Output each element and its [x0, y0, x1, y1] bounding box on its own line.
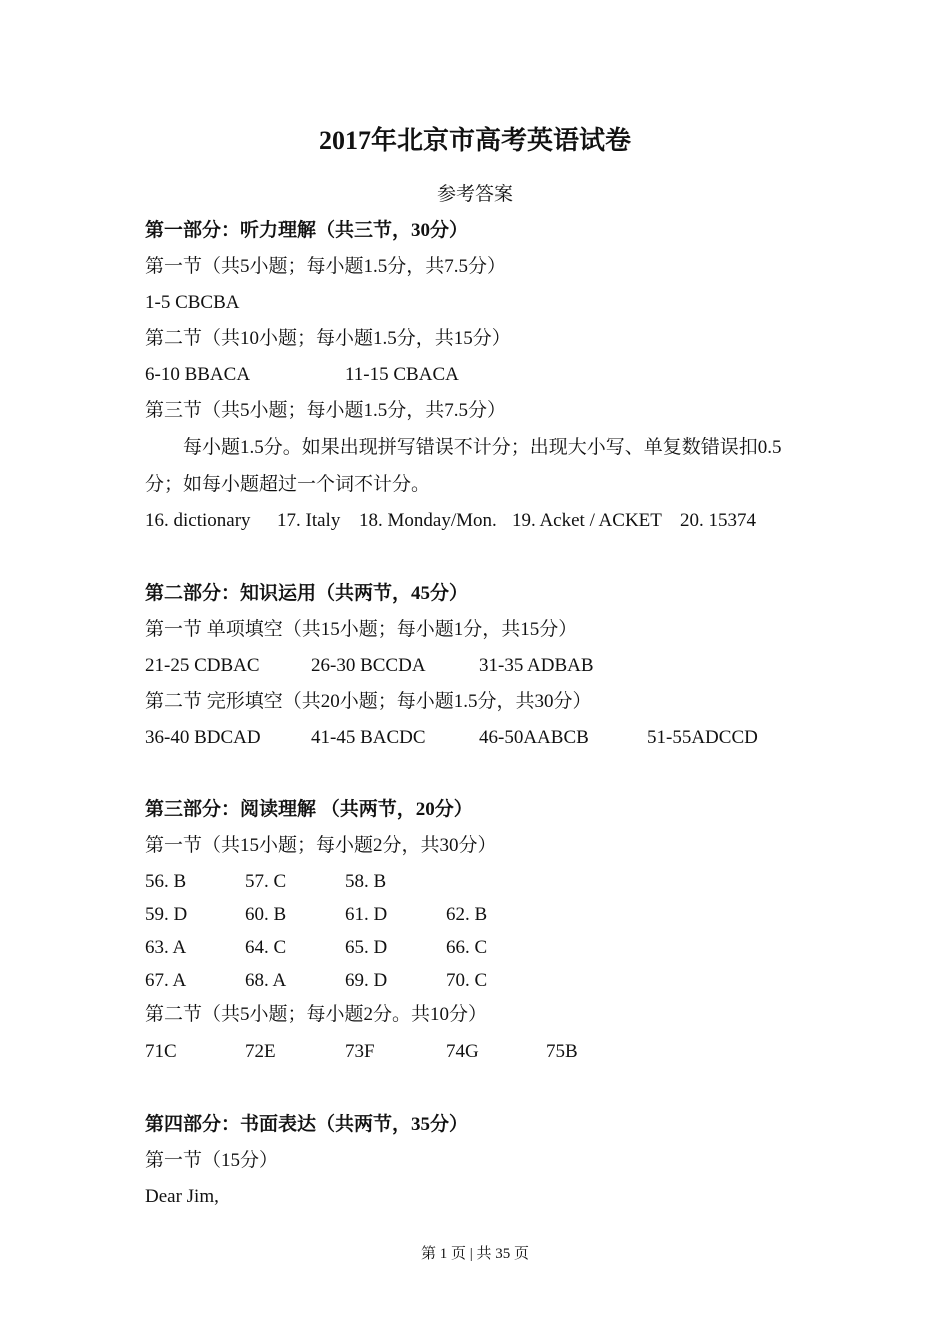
part1-heading: 第一部分：听力理解（共三节，30分） — [145, 220, 469, 241]
answer-item: 20. 15374 — [680, 510, 756, 531]
answer-item: 56. B — [145, 871, 187, 892]
part1-sec1-heading: 第一节（共5小题；每小题1.5分，共7.5分） — [145, 256, 507, 277]
part3-heading: 第三部分：阅读理解 （共两节，20分） — [145, 799, 473, 820]
answer-item: 19. Acket / ACKET — [512, 510, 662, 531]
part3-sec1-heading: 第一节（共15小题；每小题2分，共30分） — [145, 835, 497, 856]
page-title: 2017年北京市高考英语试卷 — [318, 126, 631, 155]
answer-item: 17. Italy — [277, 510, 341, 531]
letter-greeting: Dear Jim, — [145, 1186, 219, 1207]
answer-group: 6-10 BBACA — [145, 364, 251, 385]
answer-item: 70. C — [446, 970, 488, 991]
part3-sec2-heading: 第二节（共5小题；每小题2分。共10分） — [145, 1004, 488, 1025]
answer-item: 65. D — [345, 937, 388, 958]
answer-group: 11-15 CBACA — [345, 364, 459, 385]
answer-item: 57. C — [245, 871, 287, 892]
answer-group: 41-45 BACDC — [311, 727, 426, 748]
answer-item: 67. A — [145, 970, 187, 991]
answer-group: 21-25 CDBAC — [145, 655, 260, 676]
part1-sec2-heading: 第二节（共10小题；每小题1.5分，共15分） — [145, 328, 511, 349]
answer-item: 71C — [145, 1041, 177, 1062]
answer-item: 66. C — [446, 937, 488, 958]
answer-group: 51-55ADCCD — [647, 727, 758, 748]
part2-sec2-heading: 第二节 完形填空（共20小题；每小题1.5分，共30分） — [145, 691, 592, 712]
answer-item: 74G — [446, 1041, 479, 1062]
scoring-note-line2: 分；如每小题超过一个词不计分。 — [145, 474, 431, 495]
answer-item: 64. C — [245, 937, 287, 958]
answer-item: 63. A — [145, 937, 187, 958]
answer-item: 69. D — [345, 970, 388, 991]
answer-item: 73F — [345, 1041, 375, 1062]
answer-group: 36-40 BDCAD — [145, 727, 261, 748]
part4-heading: 第四部分：书面表达（共两节，35分） — [145, 1114, 469, 1135]
scoring-note-line1: 每小题1.5分。如果出现拼写错误不计分；出现大小写、单复数错误扣0.5 — [183, 437, 782, 458]
answer-item: 62. B — [446, 904, 488, 925]
answer-item: 72E — [245, 1041, 276, 1062]
answer-item: 16. dictionary — [145, 510, 251, 531]
answer-item: 61. D — [345, 904, 388, 925]
answer-item: 59. D — [145, 904, 188, 925]
answer-group: 1-5 CBCBA — [145, 292, 240, 313]
answer-group: 31-35 ADBAB — [479, 655, 594, 676]
answer-item: 75B — [546, 1041, 578, 1062]
page-footer: 第 1 页 | 共 35 页 — [420, 1246, 529, 1262]
answer-item: 18. Monday/Mon. — [359, 510, 497, 531]
answer-group: 26-30 BCCDA — [311, 655, 426, 676]
answer-item: 60. B — [245, 904, 287, 925]
answer-item: 58. B — [345, 871, 387, 892]
part2-heading: 第二部分：知识运用（共两节，45分） — [145, 583, 469, 604]
answer-group: 46-50AABCB — [479, 727, 589, 748]
part1-sec3-heading: 第三节（共5小题；每小题1.5分，共7.5分） — [145, 400, 507, 421]
part2-sec1-heading: 第一节 单项填空（共15小题；每小题1分，共15分） — [145, 619, 578, 640]
part4-sec1-heading: 第一节（15分） — [145, 1150, 279, 1171]
subtitle: 参考答案 — [436, 184, 513, 205]
answer-item: 68. A — [245, 970, 287, 991]
